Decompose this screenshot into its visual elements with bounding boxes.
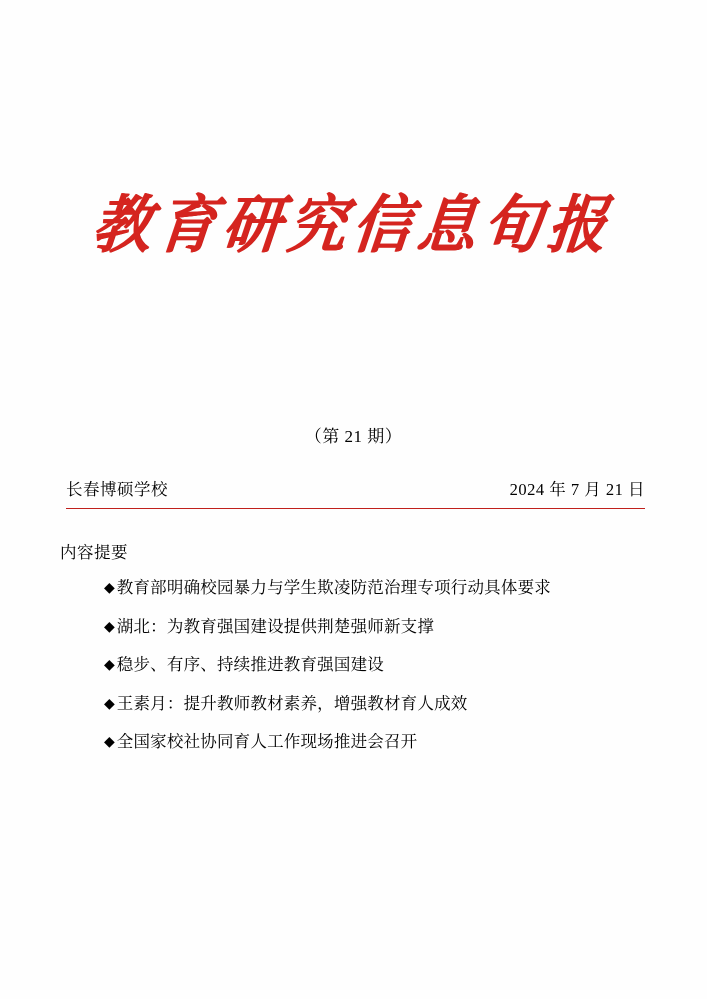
diamond-bullet-icon: ◆ <box>104 657 115 673</box>
masthead-meta-row <box>66 476 645 500</box>
list-item-label: 王素月：提升教师教材素养，增强教材育人成效 <box>116 693 468 713</box>
list-item-label: 全国家校社协同育人工作现场推进会召开 <box>116 732 418 751</box>
list-item <box>104 693 657 713</box>
list-item-label: 教育部明确校园暴力与学生欺凌防范治理专项行动具体要求 <box>116 578 551 597</box>
publication-date: 2024 年 7 月 21 日 <box>509 480 645 499</box>
contents-heading: 内容提要 <box>60 543 128 562</box>
list-item <box>104 734 657 751</box>
masthead <box>0 190 707 261</box>
diamond-bullet-icon: ◆ <box>104 695 115 712</box>
school-name: 长春博硕学校 <box>66 480 168 499</box>
list-item <box>104 657 657 674</box>
contents-list <box>104 580 657 773</box>
list-item <box>104 580 657 597</box>
header-divider-rule <box>66 508 645 509</box>
publication-title: 教育研究信息旬报 <box>89 190 618 261</box>
diamond-bullet-icon: ◆ <box>104 734 115 750</box>
list-item <box>104 616 657 636</box>
diamond-bullet-icon: ◆ <box>104 580 115 596</box>
list-item-label: 湖北：为教育强国建设提供荆楚强师新支撑 <box>116 616 435 636</box>
list-item-label: 稳步、有序、持续推进教育强国建设 <box>116 655 384 674</box>
diamond-bullet-icon: ◆ <box>104 618 115 635</box>
issue-number: （第 21 期） <box>304 427 403 446</box>
